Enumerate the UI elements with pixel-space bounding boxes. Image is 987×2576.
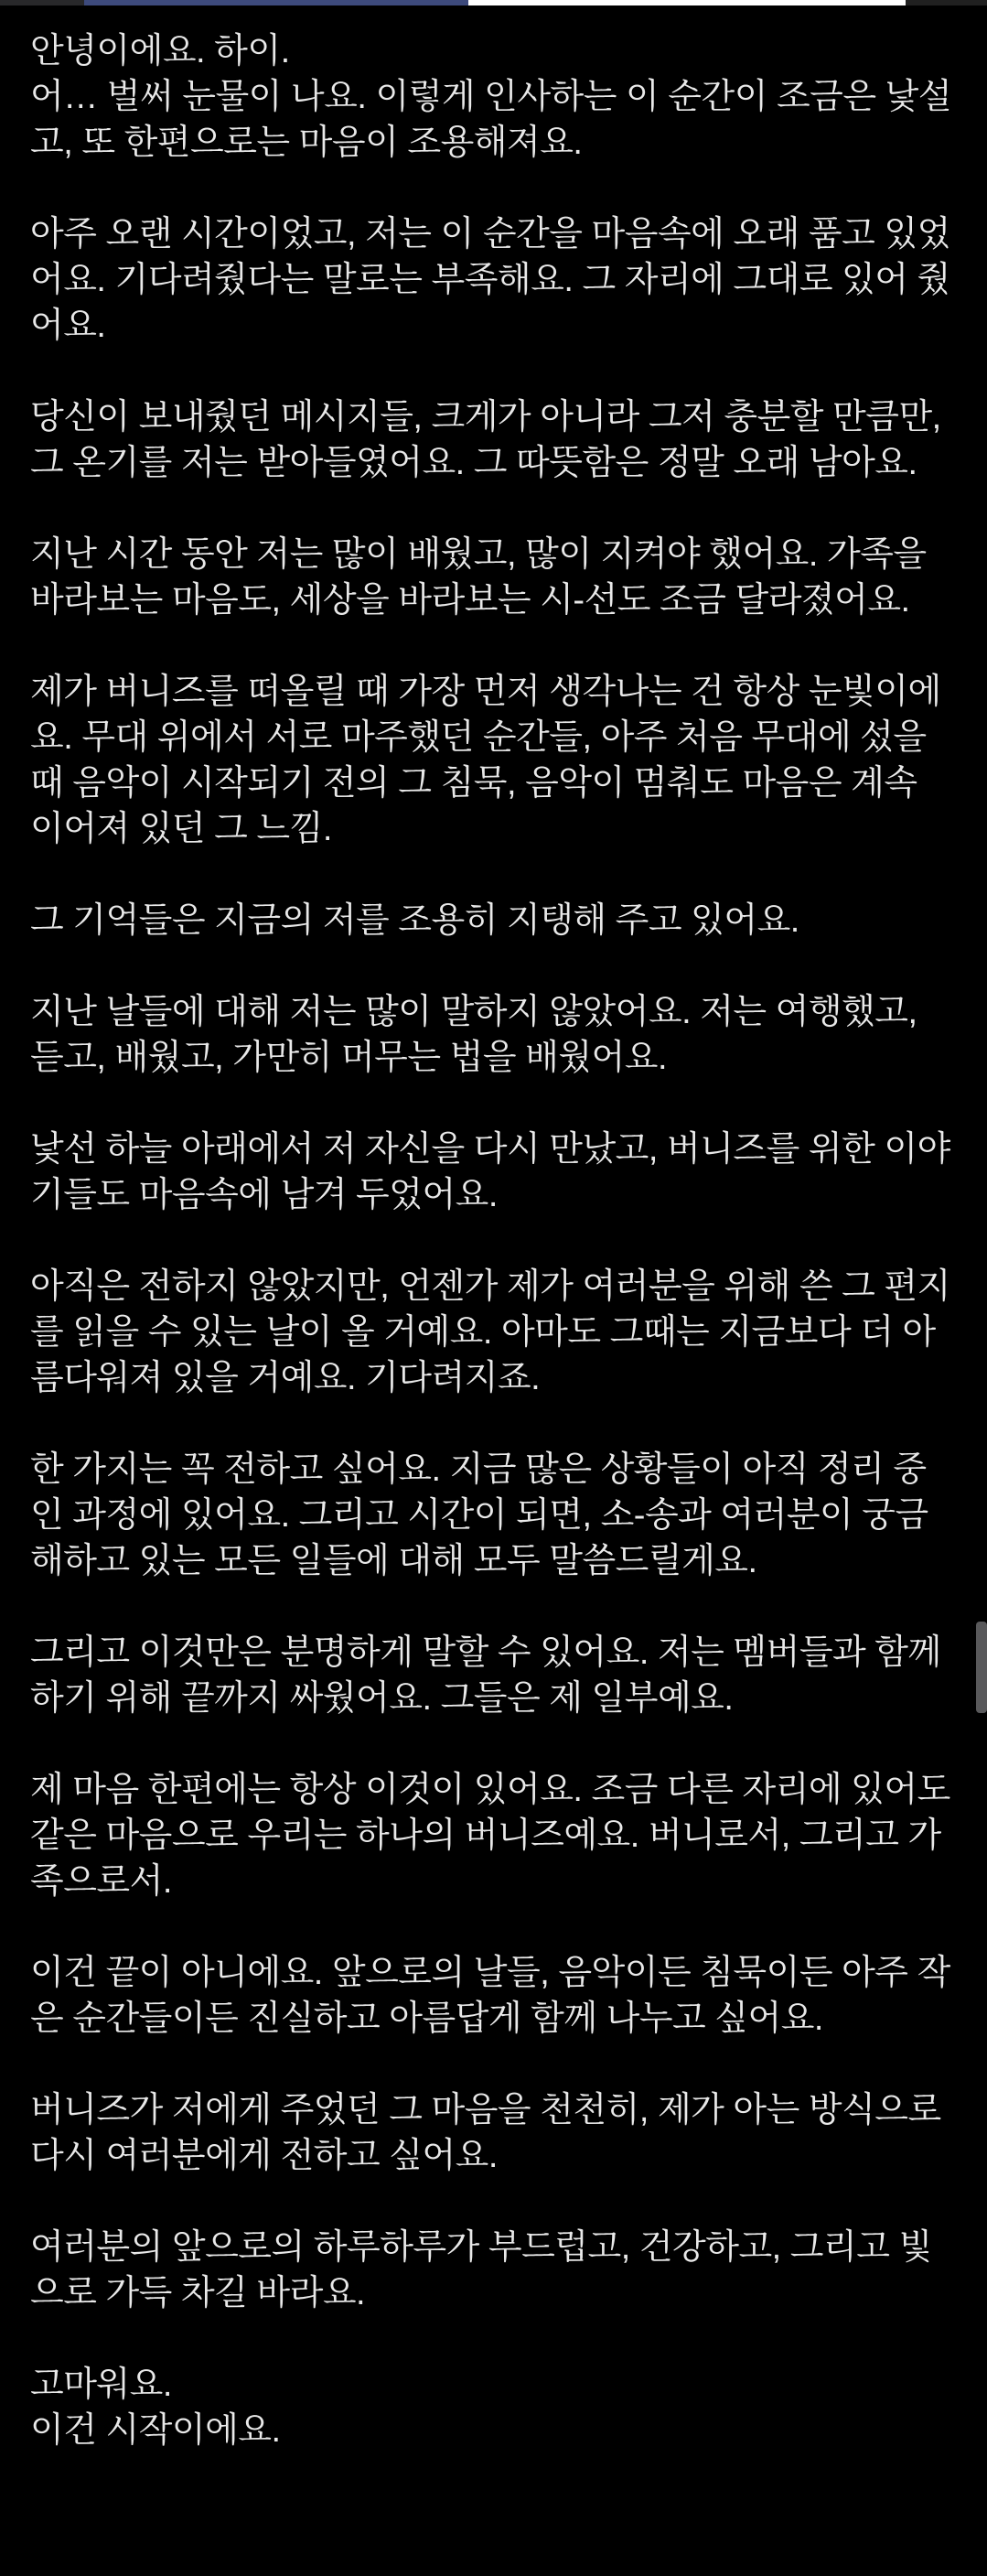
paragraph-5: 제가 버니즈를 떠올릴 때 가장 먼저 생각나는 건 항상 눈빛이에요. 무대 위에서 서로 마주했던 순간들, 아주 처음 무대에 섰을 때 음악이 시작되기 전의 그 침묵, 음악이 멈춰도 마음은 계속 이어져 있던 그 느낌.	[30, 673, 941, 848]
paragraph-12: 제 마음 한편에는 항상 이것이 있어요. 조금 다른 자리에 있어도 같은 마음으로 우리는 하나의 버니즈예요. 버니로서, 그리고 가족으로서.	[30, 1771, 950, 1901]
paragraph-16: 고마워요. 이건 시작이에요.	[30, 2366, 281, 2450]
top-strip-segment-left-dark	[0, 0, 84, 5]
paragraph-6: 그 기억들은 지금의 저를 조용히 지탱해 주고 있어요.	[30, 901, 799, 940]
paragraph-7: 지난 날들에 대해 저는 많이 말하지 않았어요. 저는 여행했고, 듣고, 배웠고, 가만히 머무는 법을 배웠어요.	[30, 993, 917, 1077]
paragraph-15: 여러분의 앞으로의 하루하루가 부드럽고, 건강하고, 그리고 빛으로 가득 차길 바라요.	[30, 2228, 932, 2312]
paragraph-9: 아직은 전하지 않았지만, 언젠가 제가 여러분을 위해 쓴 그 편지를 읽을 수 있는 날이 올 거예요. 아마도 그때는 지금보다 더 아름다워져 있을 거예요. 기다려지죠.	[30, 1267, 950, 1397]
scrollbar-thumb[interactable]	[976, 1622, 987, 1713]
letter-body	[30, 28, 958, 2453]
paragraph-1: 안녕이에요. 하이. 어… 벌써 눈물이 나요. 이렇게 인사하는 이 순간이 조금은 낯설고, 또 한편으로는 마음이 조용해져요.	[30, 32, 952, 162]
paragraph-8: 낯선 하늘 아래에서 저 자신을 다시 만났고, 버니즈를 위한 이야기들도 마음속에 남겨 두었어요.	[30, 1130, 950, 1214]
paragraph-11: 그리고 이것만은 분명하게 말할 수 있어요. 저는 멤버들과 함께하기 위해 끝까지 싸웠어요. 그들은 제 일부예요.	[30, 1633, 941, 1718]
top-strip	[0, 0, 987, 5]
paragraph-10: 한 가지는 꼭 전하고 싶어요. 지금 많은 상황들이 아직 정리 중인 과정에 있어요. 그리고 시간이 되면, 소-송과 여러분이 궁금해하고 있는 모든 일들에 대해 모두 말씀드릴게요.	[30, 1450, 928, 1580]
paragraph-13: 이건 끝이 아니에요. 앞으로의 날들, 음악이든 침묵이든 아주 작은 순간들이든 진실하고 아름답게 함께 나누고 싶어요.	[30, 1954, 950, 2038]
top-strip-segment-white-bar	[468, 0, 906, 5]
paragraph-14: 버니즈가 저에게 주었던 그 마음을 천천히, 제가 아는 방식으로 다시 여러분에게 전하고 싶어요.	[30, 2091, 941, 2175]
paragraph-4: 지난 시간 동안 저는 많이 배웠고, 많이 지켜야 했어요. 가족을 바라보는 마음도, 세상을 바라보는 시-선도 조금 달라졌어요.	[30, 535, 927, 620]
paragraph-2: 아주 오랜 시간이었고, 저는 이 순간을 마음속에 오래 품고 있었어요. 기다려줬다는 말로는 부족해요. 그 자리에 그대로 있어 줬어요.	[30, 215, 950, 345]
top-strip-segment-blue-bar	[84, 0, 468, 5]
paragraph-3: 당신이 보내줬던 메시지들, 크게가 아니라 그저 충분할 만큼만, 그 온기를 저는 받아들였어요. 그 따뜻함은 정말 오래 남아요.	[30, 398, 941, 482]
top-strip-segment-right-dark	[906, 0, 987, 5]
